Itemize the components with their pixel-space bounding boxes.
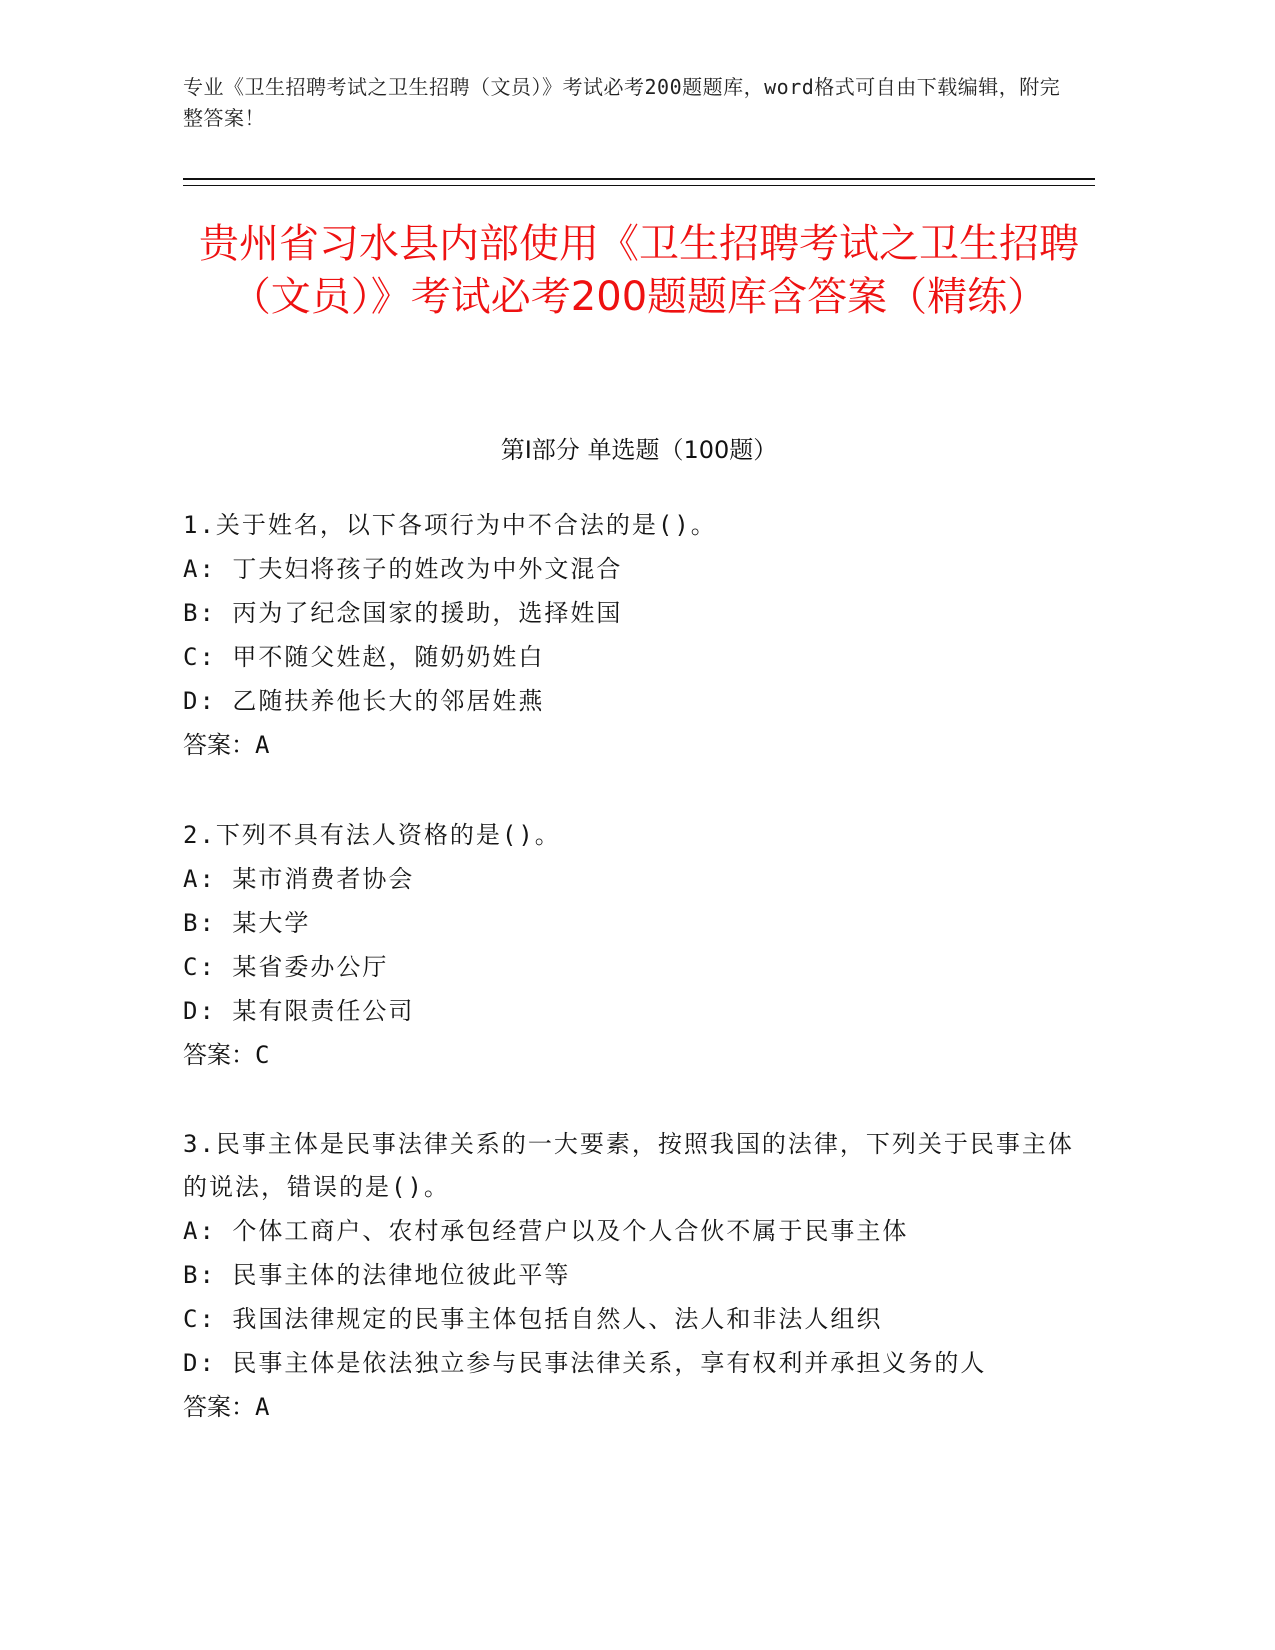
question-list (183, 503, 1083, 1429)
option-d: D: 民事主体是依法独立参与民事法律关系，享有权利并承担义务的人 (183, 1349, 987, 1377)
answer-value: A (255, 1393, 270, 1421)
option-d: D: 某有限责任公司 (183, 997, 415, 1025)
option-b: B: 民事主体的法律地位彼此平等 (183, 1261, 571, 1289)
option-c: C: 我国法律规定的民事主体包括自然人、法人和非法人组织 (183, 1305, 883, 1333)
option-a: A: 丁夫妇将孩子的姓改为中外文混合 (183, 555, 623, 583)
option-a: A: 某市消费者协会 (183, 865, 415, 893)
question-stem: 1.关于姓名，以下各项行为中不合法的是()。 (183, 511, 717, 539)
question-1 (183, 503, 1083, 767)
option-d: D: 乙随扶养他长大的邻居姓燕 (183, 687, 545, 715)
answer-value: C (255, 1041, 270, 1069)
answer-label: 答案： (183, 1041, 255, 1069)
question-stem: 3.民事主体是民事法律关系的一大要素，按照我国的法律，下列关于民事主体的说法，错误的是()。 (183, 1130, 1074, 1201)
header-divider-thin (183, 185, 1095, 186)
answer-line (183, 1033, 1083, 1077)
answer-value: A (255, 731, 270, 759)
option-c: C: 某省委办公厅 (183, 953, 389, 981)
option-c: C: 甲不随父姓赵，随奶奶姓白 (183, 643, 545, 671)
answer-label: 答案： (183, 731, 255, 759)
header-note: 专业《卫生招聘考试之卫生招聘（文员）》考试必考200题题库，word格式可自由下载编辑，附完整答案！ (183, 75, 1061, 130)
option-a: A: 个体工商户、农村承包经营户以及个人合伙不属于民事主体 (183, 1217, 909, 1245)
header-divider-thick (183, 178, 1095, 180)
question-2 (183, 813, 1083, 1077)
document-title: 贵州省习水县内部使用《卫生招聘考试之卫生招聘（文员）》考试必考200题题库含答案（精练） (199, 221, 1079, 320)
question-stem: 2.下列不具有法人资格的是()。 (183, 821, 561, 849)
answer-line (183, 1385, 1083, 1429)
option-b: B: 丙为了纪念国家的援助，选择姓国 (183, 599, 623, 627)
section-title: 第I部分 单选题（100题） (500, 436, 778, 464)
question-spacer (183, 767, 1083, 813)
answer-label: 答案： (183, 1393, 255, 1421)
question-3 (183, 1123, 1083, 1429)
question-spacer (183, 1077, 1083, 1123)
answer-line (183, 723, 1083, 767)
option-b: B: 某大学 (183, 909, 311, 937)
